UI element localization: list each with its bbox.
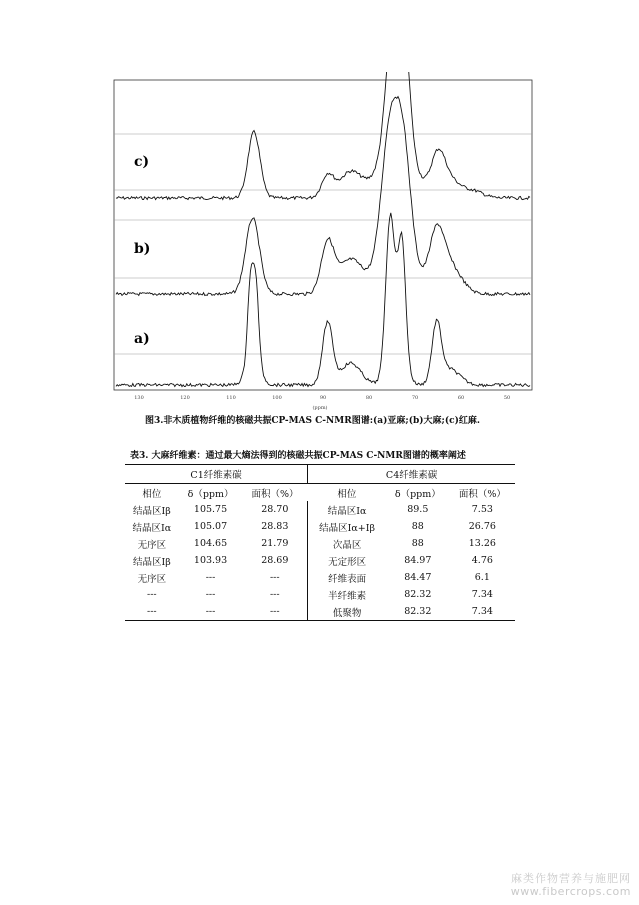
axis-tick-label: 120 bbox=[180, 395, 190, 401]
table-cell: 105.75 bbox=[193, 504, 228, 515]
column-header: δ（ppm） bbox=[187, 488, 234, 500]
column-header: 面积（%） bbox=[458, 488, 506, 500]
table-row bbox=[125, 535, 515, 552]
table-cell: 89.5 bbox=[407, 504, 429, 515]
spectrum-traces bbox=[116, 72, 530, 387]
axis-tick-label: 110 bbox=[226, 395, 236, 401]
table-cell: 6.1 bbox=[474, 572, 490, 583]
table-body bbox=[125, 501, 515, 621]
nmr-spectra-plot bbox=[108, 72, 536, 412]
spectrum-trace bbox=[116, 72, 530, 200]
group-header-c1: C1纤维素碳 bbox=[125, 465, 308, 484]
table-cell: 低聚物 bbox=[308, 603, 386, 621]
table-cell: 104.65 bbox=[193, 538, 228, 549]
axis-tick-label: 80 bbox=[365, 395, 373, 401]
table-cell: --- bbox=[242, 586, 307, 603]
table-cell: 82.32 bbox=[404, 589, 432, 600]
axis-tick-label: 60 bbox=[457, 395, 465, 401]
table-cell: --- bbox=[179, 603, 243, 621]
axis-tick-label: 100 bbox=[272, 395, 282, 401]
table-cell: 84.47 bbox=[404, 572, 432, 583]
table-cell: 103.93 bbox=[193, 555, 228, 566]
table-cell: 7.53 bbox=[471, 504, 493, 515]
panel-label-b: b) bbox=[134, 241, 151, 257]
table-cell: 无序区 bbox=[137, 573, 167, 585]
panel-label-a: a) bbox=[134, 331, 150, 347]
column-header: 面积（%） bbox=[251, 488, 299, 500]
table-cell: 4.76 bbox=[471, 555, 493, 566]
group-header-c4: C4纤维素碳 bbox=[308, 465, 515, 484]
table-cell: --- bbox=[205, 589, 216, 600]
watermark-line2: www.fibercrops.com bbox=[510, 885, 631, 899]
table-cell: 21.79 bbox=[242, 535, 307, 552]
figure-caption: 图3.非木质植物纤维的核磁共振CP-MAS C-NMR图谱:(a)亚麻;(b)大麻;(c)红麻. bbox=[145, 416, 480, 426]
nmr-figure bbox=[108, 72, 536, 412]
table-cell: --- bbox=[205, 572, 216, 583]
table-row bbox=[125, 552, 515, 569]
table-cell: --- bbox=[125, 603, 179, 621]
table-cell: 结晶区Iα bbox=[327, 505, 367, 517]
axis-tick-label: 50 bbox=[503, 395, 511, 401]
table-cell: 无定形区 bbox=[328, 556, 367, 568]
spectrum-trace bbox=[116, 213, 530, 387]
table-cell: 次晶区 bbox=[332, 539, 362, 551]
table-cell: 28.70 bbox=[242, 501, 307, 518]
panel-label-c: c) bbox=[134, 154, 150, 170]
spectrum-trace bbox=[116, 97, 530, 296]
table-cell: --- bbox=[242, 603, 307, 621]
table-row bbox=[125, 603, 515, 621]
table-cell: 28.69 bbox=[242, 552, 307, 569]
column-header: 相位 bbox=[142, 488, 162, 500]
table-row bbox=[125, 501, 515, 518]
nmr-data-table bbox=[125, 464, 515, 621]
column-header: 相位 bbox=[337, 488, 357, 500]
table-cell: 7.34 bbox=[450, 603, 515, 621]
reference-lines bbox=[114, 134, 532, 354]
table-cell: 半纤维素 bbox=[328, 590, 367, 602]
column-header: δ（ppm） bbox=[394, 488, 441, 500]
watermark-line1: 麻类作物营养与施肥网 bbox=[511, 871, 631, 885]
table-cell: 26.76 bbox=[468, 521, 496, 532]
table-cell: 结晶区Iα+Iβ bbox=[319, 522, 375, 534]
table-cell: 88 bbox=[411, 538, 424, 549]
table-cell: 无序区 bbox=[137, 539, 167, 551]
axis-ticks bbox=[134, 395, 510, 401]
table-cell: 结晶区Iβ bbox=[132, 556, 171, 568]
axis-tick-label: 130 bbox=[134, 395, 144, 401]
table-cell: --- bbox=[242, 569, 307, 586]
table-cell: 结晶区Iβ bbox=[132, 505, 171, 517]
table-cell: 82.32 bbox=[386, 603, 450, 621]
table-cell: 纤维表面 bbox=[328, 573, 367, 585]
table-cell: 105.07 bbox=[193, 521, 228, 532]
table-cell: --- bbox=[147, 589, 157, 600]
axis-tick-label: 70 bbox=[411, 395, 419, 401]
table-cell: 84.97 bbox=[404, 555, 432, 566]
axis-unit-label: (ppm) bbox=[312, 405, 328, 411]
watermark bbox=[511, 872, 631, 900]
table-title: 表3. 大麻纤维素：通过最大熵法得到的核磁共振CP-MAS C-NMR图谱的概率阐述 bbox=[130, 451, 466, 461]
table-cell: 88 bbox=[411, 521, 424, 532]
axis-tick-label: 90 bbox=[319, 395, 327, 401]
table-row bbox=[125, 569, 515, 586]
table-cell: 28.83 bbox=[242, 518, 307, 535]
table-cell: 结晶区Iα bbox=[132, 522, 172, 534]
table-row bbox=[125, 518, 515, 535]
table-cell: 7.34 bbox=[471, 589, 493, 600]
table-row bbox=[125, 586, 515, 603]
table-cell: 13.26 bbox=[468, 538, 496, 549]
